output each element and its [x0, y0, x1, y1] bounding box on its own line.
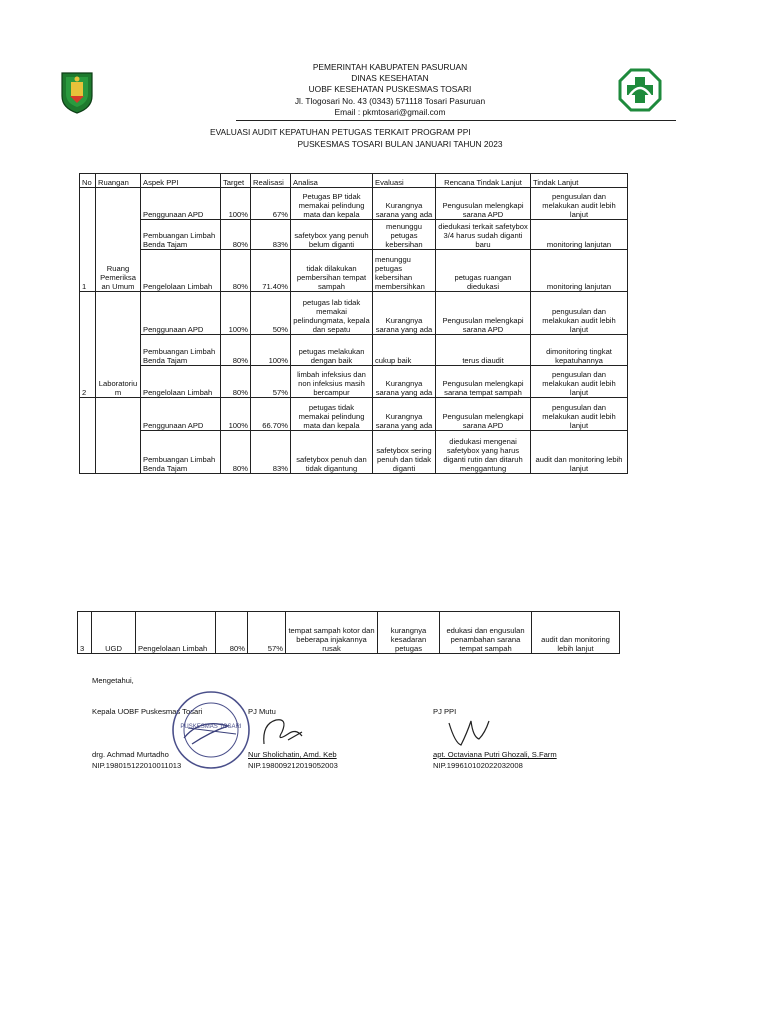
- audit-table: [79, 173, 628, 474]
- aspek-cell: Pembuangan Limbah Benda Tajam: [141, 431, 221, 474]
- tindak-cell: pengusulan dan melakukan audit lebih lanjut: [531, 398, 628, 431]
- header-cell: No: [80, 174, 96, 188]
- analisa-cell: safetybox yang penuh belum diganti: [291, 220, 373, 250]
- ruangan-cell: [96, 431, 141, 474]
- header-cell: Aspek PPI: [141, 174, 221, 188]
- letterhead-line: Email : pkmtosari@gmail.com: [334, 106, 446, 117]
- no-cell: 1: [80, 250, 96, 292]
- analisa-cell: Petugas BP tidak memakai pelindung mata dan kepala: [291, 188, 373, 220]
- analisa-cell: petugas tidak memakai pelindung mata dan kepala: [291, 398, 373, 431]
- analisa-cell: limbah infeksius dan non infeksius masih bercampur: [291, 366, 373, 398]
- rencana-cell: Pengusulan melengkapi sarana APD: [436, 292, 531, 335]
- kepala-role: Kepala UOBF Puskesmas Tosari: [92, 707, 203, 716]
- no-cell: [80, 220, 96, 250]
- no-cell: [80, 398, 96, 431]
- tindak-cell: pengusulan dan melakukan audit lebih lanjut: [531, 292, 628, 335]
- official-stamp: [170, 688, 252, 772]
- table-row: [80, 431, 628, 474]
- realisasi-cell: 83%: [251, 431, 291, 474]
- letterhead: [230, 62, 550, 118]
- mutu-nip: NIP.198009212019052003: [248, 761, 338, 770]
- rencana-cell: Pengusulan melengkapi sarana APD: [436, 398, 531, 431]
- table-row: [80, 398, 628, 431]
- title-line-1: EVALUASI AUDIT KEPATUHAN PETUGAS TERKAIT PROGRAM PPI: [210, 127, 471, 137]
- no-cell: [80, 292, 96, 335]
- rencana-cell: Pengusulan melengkapi sarana APD: [436, 188, 531, 220]
- no-cell: [80, 335, 96, 366]
- aspek-cell: Pengelolaan Limbah: [136, 612, 216, 654]
- analisa-cell: tempat sampah kotor dan beberapa injakannya rusak: [286, 612, 378, 654]
- tindak-cell: dimonitoring tingkat kepatuhannya: [531, 335, 628, 366]
- target-cell: 80%: [221, 335, 251, 366]
- header-cell: Ruangan: [96, 174, 141, 188]
- header-cell: Target: [221, 174, 251, 188]
- rencana-cell: diedukasi mengenai safetybox yang harus diganti rutin dan ditaruh menggantung: [436, 431, 531, 474]
- realisasi-cell: 71.40%: [251, 250, 291, 292]
- analisa-cell: safetybox penuh dan tidak digantung: [291, 431, 373, 474]
- target-cell: 80%: [221, 431, 251, 474]
- title-line-2: PUSKESMAS TOSARI BULAN JANUARI TAHUN 2023: [297, 138, 503, 149]
- rencana-cell: petugas ruangan diedukasi: [436, 250, 531, 292]
- header-cell: Rencana Tindak Lanjut: [436, 174, 531, 188]
- evaluasi-cell: menunggu petugas kebersihan membersihkan: [373, 250, 436, 292]
- rencana-cell: terus diaudit: [436, 335, 531, 366]
- aspek-cell: Penggunaan APD: [141, 188, 221, 220]
- ppi-role: PJ PPI: [433, 707, 457, 716]
- tindak-cell: pengusulan dan melakukan audit lebih lanjut: [531, 188, 628, 220]
- header-cell: Analisa: [291, 174, 373, 188]
- aspek-cell: Penggunaan APD: [141, 398, 221, 431]
- header-cell: Realisasi: [251, 174, 291, 188]
- no-cell: [80, 431, 96, 474]
- table-row: [80, 366, 628, 398]
- table-row: [80, 335, 628, 366]
- target-cell: 100%: [221, 292, 251, 335]
- aspek-cell: Pengelolaan Limbah: [141, 250, 221, 292]
- ruangan-cell: [96, 292, 141, 335]
- analisa-cell: tidak dilakukan pembersihan tempat sampah: [291, 250, 373, 292]
- mutu-signature: [258, 712, 308, 752]
- header-cell: Tindak Lanjut: [531, 174, 628, 188]
- ruangan-cell: Ruang Pemeriksa an Umum: [96, 250, 141, 292]
- aspek-cell: Pengelolaan Limbah: [141, 366, 221, 398]
- evaluasi-cell: kurangnya kesadaran petugas: [378, 612, 440, 654]
- ruangan-cell: [96, 335, 141, 366]
- table-row: [80, 250, 628, 292]
- letterhead-divider: [236, 120, 676, 121]
- realisasi-cell: 83%: [251, 220, 291, 250]
- rencana-cell: edukasi dan engusulan penambahan sarana tempat sampah: [440, 612, 532, 654]
- ruangan-cell: UGD: [92, 612, 136, 654]
- kepala-nip: NIP.198015122010011013: [92, 761, 182, 770]
- acknowledged-label: Mengetahui,: [92, 676, 134, 685]
- evaluasi-cell: Kurangnya sarana yang ada: [373, 292, 436, 335]
- ruangan-cell: [96, 398, 141, 431]
- no-cell: 3: [78, 612, 92, 654]
- ruangan-cell: [96, 220, 141, 250]
- target-cell: 80%: [221, 220, 251, 250]
- ruangan-cell: Laboratoriu m: [96, 366, 141, 398]
- mutu-name: Nur Sholichatin, Amd. Keb: [248, 750, 337, 759]
- no-cell: 2: [80, 366, 96, 398]
- tindak-cell: audit dan monitoring lebih lanjut: [531, 431, 628, 474]
- tindak-cell: monitoring lanjutan: [531, 250, 628, 292]
- pasuruan-regency-emblem: [58, 70, 96, 114]
- tindak-cell: audit dan monitoring lebih lanjut: [532, 612, 620, 654]
- target-cell: 100%: [221, 188, 251, 220]
- evaluasi-cell: Kurangnya sarana yang ada: [373, 398, 436, 431]
- table-header-row: [80, 174, 628, 188]
- aspek-cell: Pembuangan Limbah Benda Tajam: [141, 220, 221, 250]
- rencana-cell: Pengusulan melengkapi sarana tempat sampah: [436, 366, 531, 398]
- letterhead-line: PEMERINTAH KABUPATEN PASURUAN: [312, 62, 468, 72]
- ppi-nip: NIP.199610102022032008: [433, 761, 523, 770]
- target-cell: 100%: [221, 398, 251, 431]
- stamp-text: PUSKESMAS TOSARI: [180, 724, 242, 730]
- document-title: [190, 127, 550, 150]
- table-row: [80, 220, 628, 250]
- header-cell: Evaluasi: [373, 174, 436, 188]
- aspek-cell: Penggunaan APD: [141, 292, 221, 335]
- realisasi-cell: 100%: [251, 335, 291, 366]
- realisasi-cell: 67%: [251, 188, 291, 220]
- evaluasi-cell: Kurangnya sarana yang ada: [373, 366, 436, 398]
- letterhead-line: UOBF KESEHATAN PUSKESMAS TOSARI: [308, 84, 472, 95]
- rencana-cell: diedukasi terkait safetybox 3/4 harus sudah diganti baru: [436, 220, 531, 250]
- ruangan-cell: [96, 188, 141, 220]
- letterhead-line: Jl. Tlogosari No. 43 (0343) 571118 Tosari Pasuruan: [294, 95, 486, 106]
- ppi-name: apt. Octaviana Putri Ghozali, S.Farm: [433, 750, 557, 759]
- table-row: [80, 188, 628, 220]
- realisasi-cell: 50%: [251, 292, 291, 335]
- analisa-cell: petugas lab tidak memakai pelindungmata, kepala dan sepatu: [291, 292, 373, 335]
- realisasi-cell: 57%: [251, 366, 291, 398]
- evaluasi-cell: safetybox sering penuh dan tidak diganti: [373, 431, 436, 474]
- letterhead-line: DINAS KESEHATAN: [351, 73, 429, 84]
- tindak-cell: monitoring lanjutan: [531, 220, 628, 250]
- realisasi-cell: 57%: [248, 612, 286, 654]
- aspek-cell: Pembuangan Limbah Benda Tajam: [141, 335, 221, 366]
- table-row: [78, 612, 620, 654]
- target-cell: 80%: [221, 366, 251, 398]
- no-cell: [80, 188, 96, 220]
- audit-table-ugd: [77, 611, 620, 654]
- tindak-cell: pengusulan dan melakukan audit lebih lanjut: [531, 366, 628, 398]
- target-cell: 80%: [216, 612, 248, 654]
- evaluasi-cell: menunggu petugas kebersihan: [373, 220, 436, 250]
- target-cell: 80%: [221, 250, 251, 292]
- evaluasi-cell: Kurangnya sarana yang ada: [373, 188, 436, 220]
- mutu-role: PJ Mutu: [248, 707, 276, 716]
- kepala-name: drg. Achmad Murtadho: [92, 750, 169, 759]
- ppi-signature: [445, 713, 495, 749]
- evaluasi-cell: cukup baik: [373, 335, 436, 366]
- table-row: [80, 292, 628, 335]
- health-ministry-logo: [618, 68, 662, 112]
- realisasi-cell: 66.70%: [251, 398, 291, 431]
- analisa-cell: petugas melakukan dengan baik: [291, 335, 373, 366]
